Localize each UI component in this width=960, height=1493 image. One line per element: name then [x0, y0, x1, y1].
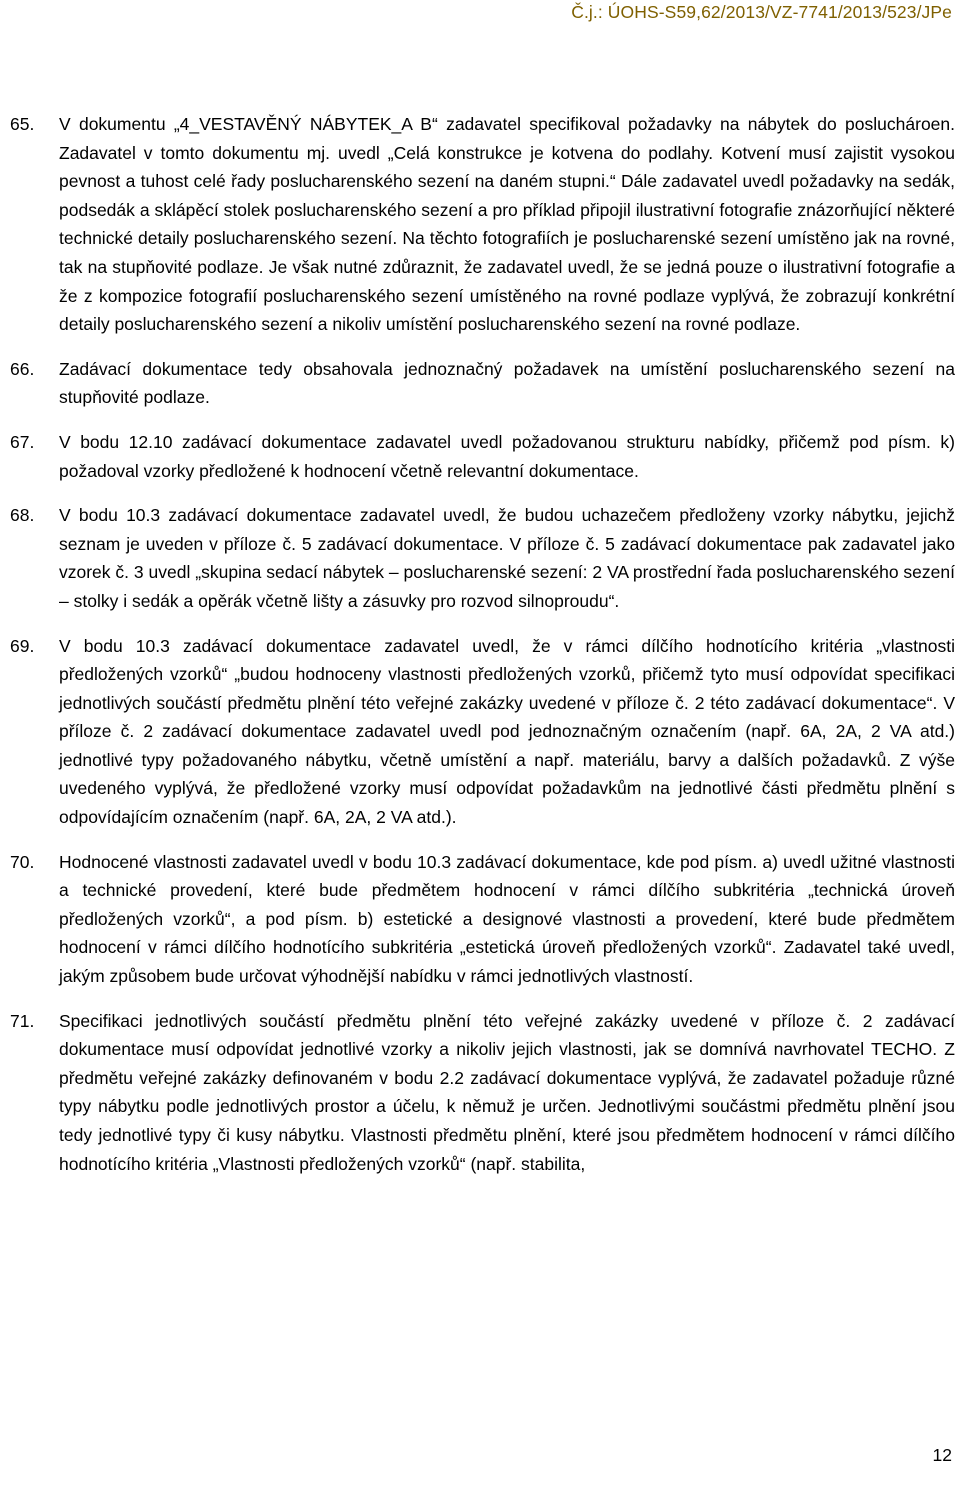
paragraph-text: Zadávací dokumentace tedy obsahovala jednoznačný požadavek na umístění poslucharenského sezení na stupňovité podlaze. — [59, 358, 955, 408]
paragraph-text: V dokumentu „4_VESTAVĚNÝ NÁBYTEK_A B“ zadavatel specifikoval požadavky na nábytek do posluchároen. Zadavatel v tomto dokumentu mj. uvedl „Celá konstrukce je kotvena do podlahy. Kotvení musí zajistit vysokou pevnost a tuhost celé řady poslucharenského sezení na daném stupni.“ Dále zadavatel uvedl požadavky na sedák, podsedák a sklápěcí stolek poslucharenského sezení a pro příklad připojil ilustrativní fotografie znázorňující některé technické detaily poslucharenského sezení. Na těchto fotografiích je poslucharenské sezení umístěno jak na rovné, tak na stupňovité podlaze. Je však nutné zdůraznit, že zadavatel uvedl, že se jedná pouze o ilustrativní fotografie a že z kompozice fotografií poslucharenského sezení umístěného na rovné podlaze vyplývá, že zobrazují konkrétní detaily poslucharenského sezení a nikoliv umístění poslucharenského sezení na rovné podlaze. — [59, 114, 955, 335]
paragraph-number: 67. — [10, 431, 35, 452]
paragraph-text: Hodnocené vlastnosti zadavatel uvedl v bodu 10.3 zadávací dokumentace, kde pod písm. a) uvedl užitné vlastnosti a technické provedení, které bude předmětem hodnocení v rámci dílčího subkritéria „technická úroveň předložených vzorků“, a pod písm. b) estetické a designové vlastnosti a provedení, které bude předmětem hodnocení v rámci dílčího hodnotícího subkritéria „estetická úroveň předložených vzorků“. Zadavatel také uvedl, jakým způsobem bude určovat výhodnější nabídku v rámci jednotlivých vlastností. — [59, 851, 955, 987]
paragraph-text: V bodu 12.10 zadávací dokumentace zadavatel uvedl požadovanou strukturu nabídky, přičemž pod písm. k) požadoval vzorky předložené k hodnocení včetně relevantní dokumentace. — [59, 431, 955, 481]
paragraph-69 — [10, 632, 955, 832]
paragraph-65 — [10, 110, 955, 339]
paragraph-66 — [10, 355, 955, 412]
paragraph-number: 69. — [10, 635, 35, 656]
paragraph-number: 66. — [10, 358, 35, 379]
paragraph-70 — [10, 848, 955, 991]
document-reference-header: Č.j.: ÚOHS-S59,62/2013/VZ-7741/2013/523/JPe — [571, 2, 952, 22]
document-body — [10, 110, 955, 1194]
paragraph-68 — [10, 501, 955, 615]
paragraph-text: Specifikaci jednotlivých součástí předmětu plnění této veřejné zakázky uvedené v příloze č. 2 zadávací dokumentace musí odpovídat jednotlivé vzorky a nikoliv jejich vlastnosti, jak se domnívá navrhovatel TECHO. Z předmětu veřejné zakázky definovaném v bodu 2.2 zadávací dokumentace vyplývá, že zadavatel požaduje různé typy nábytku podle jednotlivých prostor a účelu, k němuž je určen. Jednotlivými součástmi předmětu plnění jsou tedy jednotlivé typy či kusy nábytku. Vlastnosti předmětu plnění, které jsou předmětem hodnocení v rámci dílčího hodnotícího kritéria „Vlastnosti předložených vzorků“ (např. stabilita, — [59, 1010, 955, 1174]
paragraph-text: V bodu 10.3 zadávací dokumentace zadavatel uvedl, že v rámci dílčího hodnotícího kritéria „vlastnosti předložených vzorků“ „budou hodnoceny vlastnosti předložených vzorků, přičemž tyto musí odpovídat specifikaci jednotlivých součástí předmětu plnění této veřejné zakázky uvedené v příloze č. 2 této zadávací dokumentace“. V příloze č. 2 zadávací dokumentace zadavatel uvedl pod jednoznačným označením (např. 6A, 2A, 2 VA atd.) jednotlivé typy požadovaného nábytku, včetně umístění a např. materiálu, barvy a dalších požadavků. Z výše uvedeného vyplývá, že předložené vzorky musí odpovídat požadavkům na jednotlivé části předmětu plnění s odpovídajícím označením (např. 6A, 2A, 2 VA atd.). — [59, 635, 955, 828]
paragraph-number: 71. — [10, 1010, 35, 1031]
paragraph-text: V bodu 10.3 zadávací dokumentace zadavatel uvedl, že budou uchazečem předloženy vzorky nábytku, jejichž seznam je uveden v příloze č. 5 zadávací dokumentace. V příloze č. 5 zadávací dokumentace pak zadavatel jako vzorek č. 3 uvedl „skupina sedací nábytek – poslucharenské sezení: 2 VA prostřední řada poslucharenského sezení – stolky i sedák a opěrák včetně lišty a zásuvky pro rozvod silnoproudu“. — [59, 505, 955, 611]
paragraph-number: 70. — [10, 851, 35, 872]
paragraph-number: 68. — [10, 505, 35, 526]
paragraph-67 — [10, 428, 955, 485]
paragraph-number: 65. — [10, 114, 35, 134]
page-number: 12 — [932, 1445, 952, 1465]
paragraph-71 — [10, 1007, 955, 1179]
